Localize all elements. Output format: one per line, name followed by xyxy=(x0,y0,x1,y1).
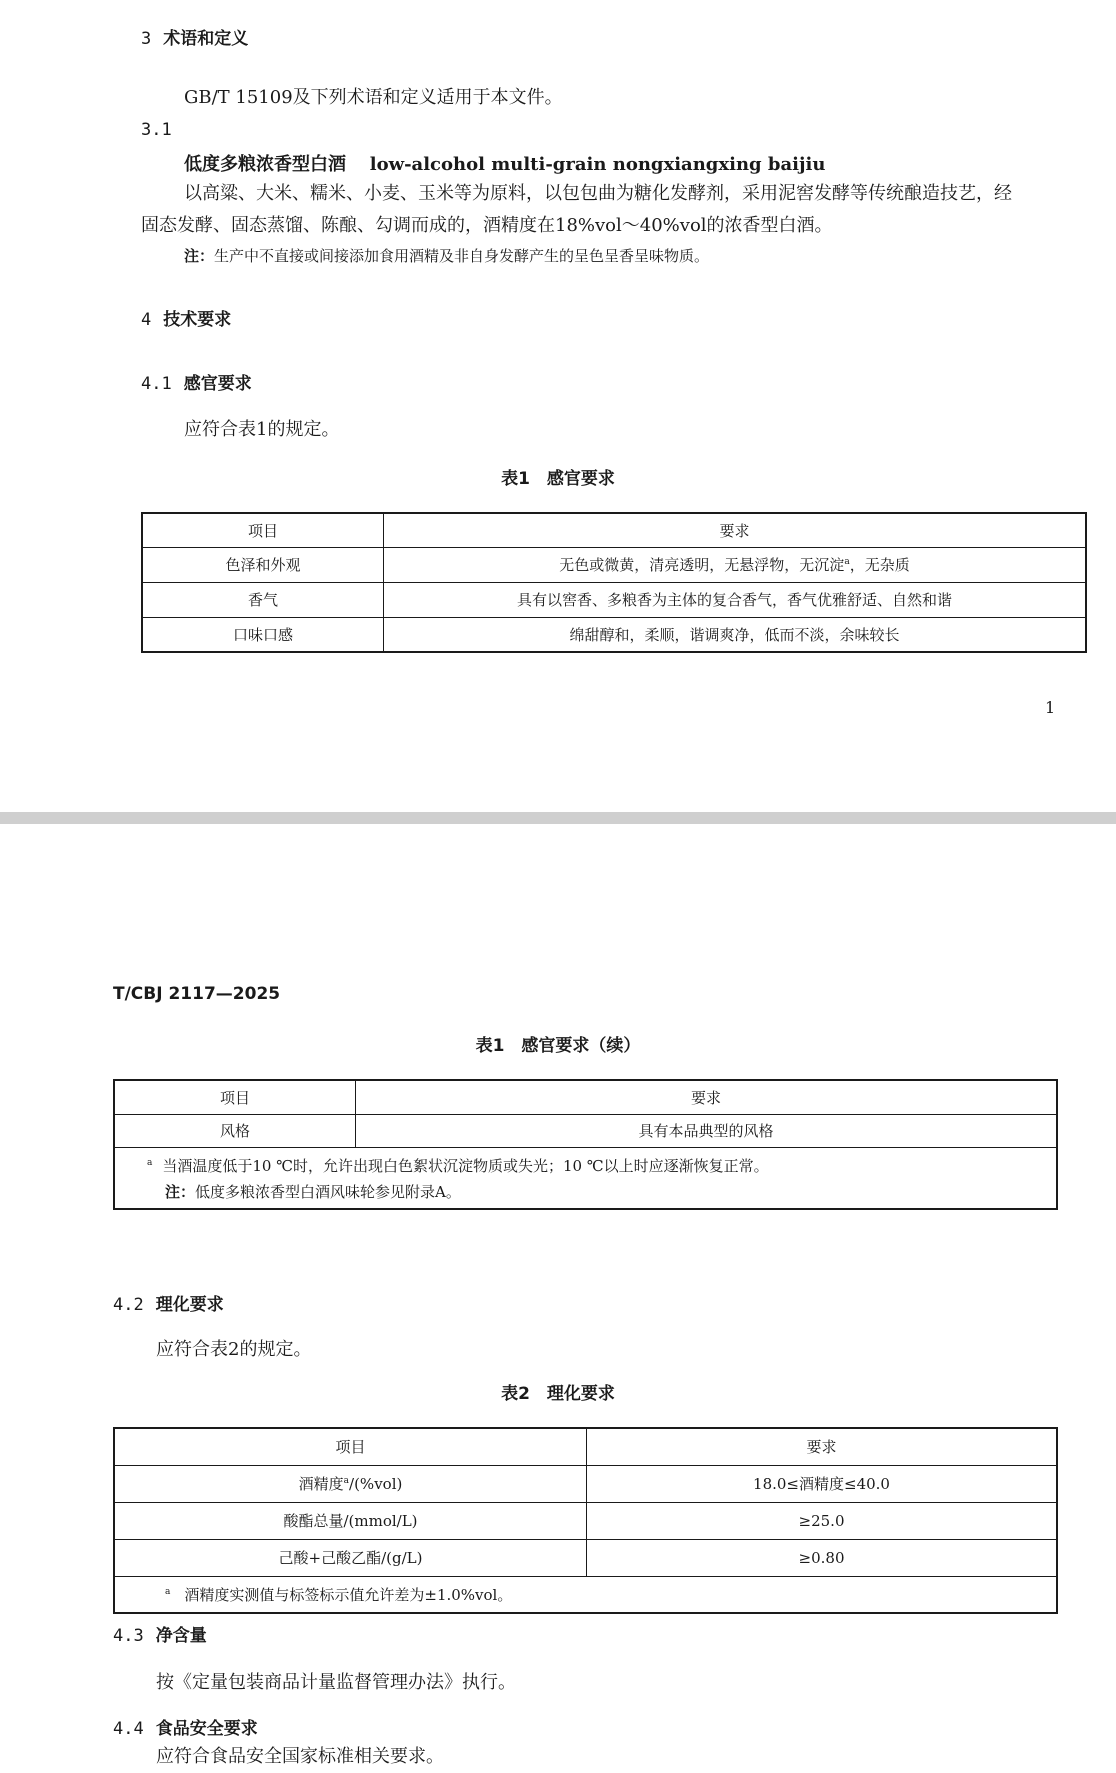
section-4-3-heading: 4.3 净含量 xyxy=(113,1626,207,1646)
table-footnote-row xyxy=(114,1147,1057,1209)
table-cell-item: 己酸+己酸乙酯/(g/L) xyxy=(114,1539,587,1576)
table-1-header-row xyxy=(142,513,1086,547)
table-row xyxy=(114,1114,1057,1147)
note-label: 注： xyxy=(184,247,215,265)
table-1 xyxy=(141,512,1087,653)
table-row xyxy=(114,1539,1057,1576)
table-cell-requirement: ≥0.80 xyxy=(587,1539,1058,1576)
table-footnote-row xyxy=(114,1576,1057,1613)
table-cell-requirement: 具有本品典型的风格 xyxy=(356,1114,1058,1147)
page-number: 1 xyxy=(1045,698,1056,717)
footnote-a: $^a$ 当酒温度低于10 ℃时，允许出现白色絮状沉淀物质或失光；10 ℃以上时应逐渐恢复正常。 xyxy=(147,1157,769,1176)
section-3-intro: GB/T 15109及下列术语和定义适用于本文件。 xyxy=(184,87,563,108)
document-header-code: T/CBJ 2117—2025 xyxy=(113,984,281,1004)
table-2 xyxy=(113,1427,1058,1614)
page-1 xyxy=(0,0,1116,812)
section-4-1-text: 应符合表1的规定。 xyxy=(184,419,340,440)
note-text: 生产中不直接或间接添加食用酒精及非自身发酵产生的呈色呈香呈味物质。 xyxy=(214,247,710,265)
term-note xyxy=(184,245,709,266)
table-footnote: $^a$ 酒精度实测值与标签标示值允许差为±1.0%vol。 xyxy=(114,1576,1057,1613)
table-cell-item: 香气 xyxy=(142,582,384,617)
table-note: 注：低度多粮浓香型白酒风味轮参见附录A。 xyxy=(165,1183,461,1202)
section-4-2-text: 应符合表2的规定。 xyxy=(156,1339,312,1360)
page-gap xyxy=(0,824,1116,984)
term-title-cn: 低度多粮浓香型白酒 xyxy=(184,154,346,175)
table-1-caption: 表1 感官要求 xyxy=(501,469,615,489)
section-4-4-text: 应符合食品安全国家标准相关要求。 xyxy=(156,1746,444,1767)
table-1-continued-caption: 表1 感官要求（续） xyxy=(475,1036,641,1056)
table-header-row xyxy=(114,1428,1057,1465)
table-cell-requirement: 具有以窖香、多粮香为主体的复合香气，香气优雅舒适、自然和谐 xyxy=(384,582,1087,617)
table-cell-requirement: 无色或微黄，清亮透明，无悬浮物，无沉淀$^a$，无杂质 xyxy=(384,547,1087,582)
section-4-1-heading: 4.1 感官要求 xyxy=(141,374,252,394)
table-header-item: 项目 xyxy=(114,1428,587,1465)
section-4-3-text: 按《定量包装商品计量监督管理办法》执行。 xyxy=(156,1672,516,1693)
table-header-item: 项目 xyxy=(114,1080,356,1114)
section-4-2-heading: 4.2 理化要求 xyxy=(113,1295,224,1315)
table-header-requirement: 要求 xyxy=(587,1428,1058,1465)
table-row xyxy=(114,1502,1057,1539)
table-cell-item: 酸酯总量/(mmol/L) xyxy=(114,1502,587,1539)
term-title xyxy=(184,150,825,176)
table-footnote xyxy=(114,1147,1057,1209)
table-row xyxy=(114,1465,1057,1502)
table-cell-requirement: ≥25.0 xyxy=(587,1502,1058,1539)
footnote-mark: a xyxy=(844,557,850,567)
table-header-row xyxy=(114,1080,1057,1114)
table-cell-item: 色泽和外观 xyxy=(142,547,384,582)
section-3-heading: 3 术语和定义 xyxy=(141,29,249,49)
table-cell-item: 口味口感 xyxy=(142,617,384,652)
term-3-1-number: 3.1 xyxy=(141,120,172,140)
term-definition-line-2: 固态发酵、固态蒸馏、陈酿、勾调而成的，酒精度在18%vol～40%vol的浓香型白酒。 xyxy=(141,215,833,236)
term-definition-line-1: 以高粱、大米、糯米、小麦、玉米等为原料，以包包曲为糖化发酵剂，采用泥窖发酵等传统酿造技艺，经 xyxy=(184,183,1012,204)
table-row xyxy=(142,547,1086,582)
table-cell-item: 风格 xyxy=(114,1114,356,1147)
table-header-requirement: 要求 xyxy=(384,513,1087,547)
footnote-mark: a xyxy=(343,1476,350,1486)
section-4-heading: 4 技术要求 xyxy=(141,310,232,330)
table-row xyxy=(142,617,1086,652)
table-1-continued xyxy=(113,1079,1058,1210)
table-cell-item: 酒精度$^a$/(%vol) xyxy=(114,1465,587,1502)
table-2-caption: 表2 理化要求 xyxy=(501,1384,615,1404)
section-4-4-heading: 4.4 食品安全要求 xyxy=(113,1719,258,1739)
table-row xyxy=(142,582,1086,617)
table-cell-requirement: 18.0≤酒精度≤40.0 xyxy=(587,1465,1058,1502)
page-2 xyxy=(0,984,1116,1773)
page-separator xyxy=(0,812,1116,824)
table-header-item: 项目 xyxy=(142,513,384,547)
table-cell-requirement: 绵甜醇和，柔顺，谐调爽净，低而不淡，余味较长 xyxy=(384,617,1087,652)
table-header-requirement: 要求 xyxy=(356,1080,1058,1114)
term-title-en: low-alcohol multi-grain nongxiangxing baijiu xyxy=(369,154,826,175)
